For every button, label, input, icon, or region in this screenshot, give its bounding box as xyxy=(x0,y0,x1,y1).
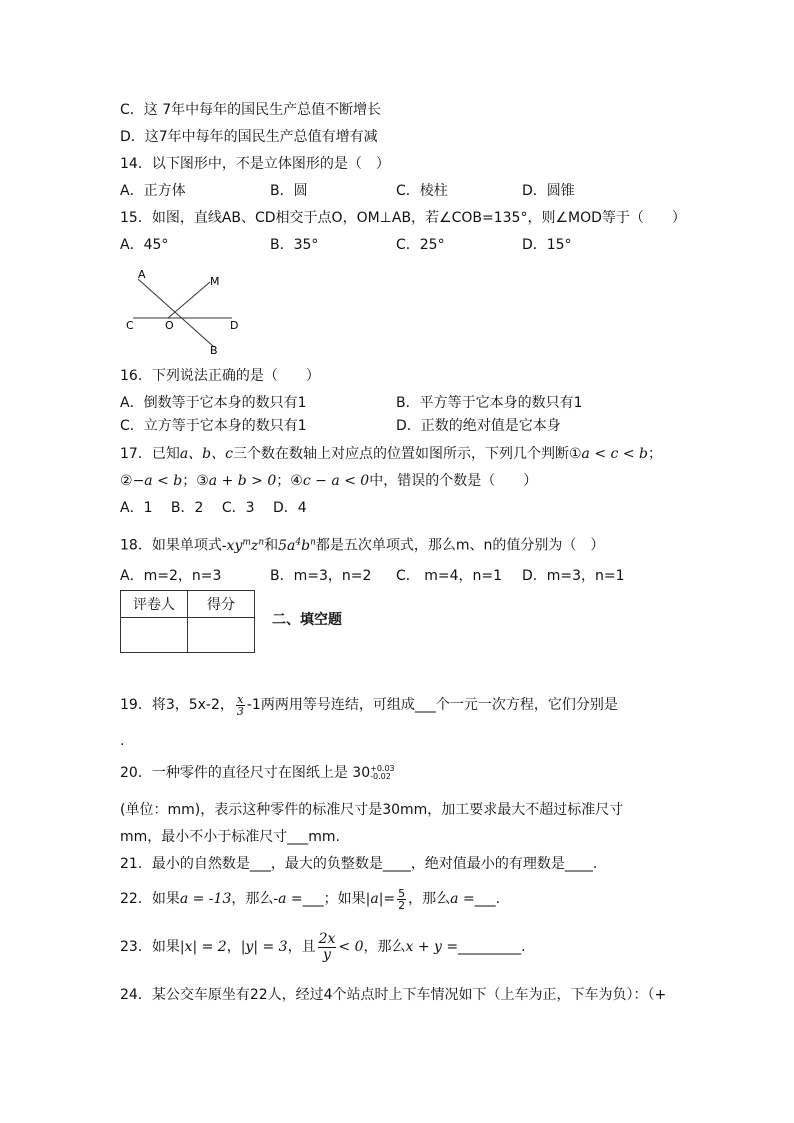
q19-prefix: 19．将3，5x-2， xyxy=(120,697,234,713)
question-19 xyxy=(120,692,618,718)
q19-fraction: $\frac{x}{3}$ xyxy=(236,692,244,718)
question-20-line2: (单位：mm)，表示这种零件的标准尺寸是30mm，加工要求最大不超过标准尺寸 xyxy=(120,802,624,818)
q16-option-a: A．倒数等于它本身的数只有1 xyxy=(120,395,307,411)
q15-option-c: C．25° xyxy=(396,237,445,253)
q23-fraction: $\frac{2x}{y}$ xyxy=(318,930,336,963)
q14-option-a: A．正方体 xyxy=(120,183,186,199)
question-16: 16．下列说法正确的是（ ） xyxy=(120,368,320,384)
q17-vars: a、b、c xyxy=(179,446,233,462)
label-c: C xyxy=(126,319,134,332)
label-m: M xyxy=(210,275,220,288)
q18-option-d: D．m=3，n=1 xyxy=(522,568,625,584)
option-d-text: D．这7年中每年的国民生产总值有增有减 xyxy=(120,129,378,145)
q18-option-b: B．m=3，n=2 xyxy=(270,568,372,584)
question-20-line3: mm，最小不小于标准尺寸___mm. xyxy=(120,829,341,845)
q17-prefix: 17．已知 xyxy=(120,446,180,462)
q18-option-c: C． m=4，n=1 xyxy=(396,568,503,584)
q17-judgement-3: a + b > 0 xyxy=(208,473,277,489)
grader-header: 评卷人 xyxy=(121,591,188,618)
q15-option-a: A．45° xyxy=(120,237,169,253)
q14-option-c: C．棱柱 xyxy=(396,183,448,199)
section-fill-in-title: 二、填空题 xyxy=(272,612,342,628)
label-b: B xyxy=(210,344,218,357)
label-a: A xyxy=(138,268,146,281)
question-15: 15．如图，直线AB、CD相交于点O，OM⊥AB，若∠COB=135°，则∠MOD等于（ ） xyxy=(120,210,686,226)
q16-option-b: B．平方等于它本身的数只有1 xyxy=(396,395,583,411)
question-22: 22．如果a = -13，那么-a =___；如果|a|= $\frac{5}{2}$ ，那么a =___. xyxy=(120,886,501,912)
q19-suffix: -1两两用等号连结，可组成___个一元一次方程，它们分别是 xyxy=(246,697,618,713)
option-c-text: C．这 7年中每年的国民生产总值不断增长 xyxy=(120,102,382,118)
question-18 xyxy=(120,532,604,556)
score-header: 得分 xyxy=(188,591,255,618)
q14-option-d: D．圆锥 xyxy=(522,183,575,199)
question-20-line1 xyxy=(120,763,395,783)
q16-option-d: D．正数的绝对值是它本身 xyxy=(396,418,561,434)
q17-mark-3: ；③ xyxy=(182,473,209,489)
q16-option-c: C．立方等于它本身的数只有1 xyxy=(120,418,307,434)
grader-cell[interactable] xyxy=(121,618,188,653)
question-24: 24．某公交车原坐有22人，经过4个站点时上下车情况如下（上车为正，下车为负）：（+ xyxy=(120,987,667,1003)
q17-judgement-4: c − a < 0 xyxy=(302,473,370,489)
q15-option-d: D．15° xyxy=(522,237,572,253)
q17-end1: ； xyxy=(647,446,662,462)
q19-end: . xyxy=(120,733,125,749)
q17-mark-2: ② xyxy=(120,473,133,489)
q17-judgement-1: a < c < b xyxy=(581,446,648,462)
q15-option-b: B．35° xyxy=(270,237,319,253)
question-17-line2 xyxy=(120,471,537,491)
q17-question-end: 中，错误的个数是（ ） xyxy=(369,473,538,489)
question-17-line1 xyxy=(120,444,662,464)
question-23: 23．如果|x| = 2，|y| = 3，且 $\frac{2x}{y}$ < 0，那么x + y =_________. xyxy=(120,930,526,963)
score-table xyxy=(120,590,255,653)
monomial-2: $5a^4b^n$ xyxy=(278,537,316,554)
q17-mark-4: ；④ xyxy=(276,473,303,489)
q17-options: A．1 B．2 C．3 D．4 xyxy=(120,500,307,516)
question-14: 14．以下图形中，不是立体图形的是（ ） xyxy=(120,156,390,172)
label-d: D xyxy=(230,319,239,332)
score-cell[interactable] xyxy=(188,618,255,653)
q18-and: 和 xyxy=(264,537,279,554)
q18-option-a: A．m=2，n=3 xyxy=(120,568,222,584)
dimension-tolerance: 30 +0.03 -0.02 xyxy=(352,764,395,781)
q18-suffix: 都是五次单项式，那么m、n的值分别为（ ） xyxy=(315,537,605,554)
q22-fraction: $\frac{5}{2}$ xyxy=(398,886,406,912)
q17-mid: 三个数在数轴上对应点的位置如图所示，下列几个判断① xyxy=(232,446,582,462)
label-o: O xyxy=(165,319,174,332)
q14-option-b: B．圆 xyxy=(270,183,308,199)
q20-prefix: 20．一种零件的直径尺寸在图纸上是 xyxy=(120,765,348,781)
q18-prefix: 18．如果单项式 xyxy=(120,537,222,554)
ray-om xyxy=(168,282,210,318)
intersecting-lines-figure xyxy=(120,262,250,360)
monomial-1: $-xy^mz^n$ xyxy=(221,537,265,554)
q17-judgement-2: −a < b xyxy=(132,473,183,489)
question-21: 21．最小的自然数是___，最大的负整数是____，绝对值最小的有理数是____. xyxy=(120,856,598,872)
line-ab xyxy=(138,279,214,347)
